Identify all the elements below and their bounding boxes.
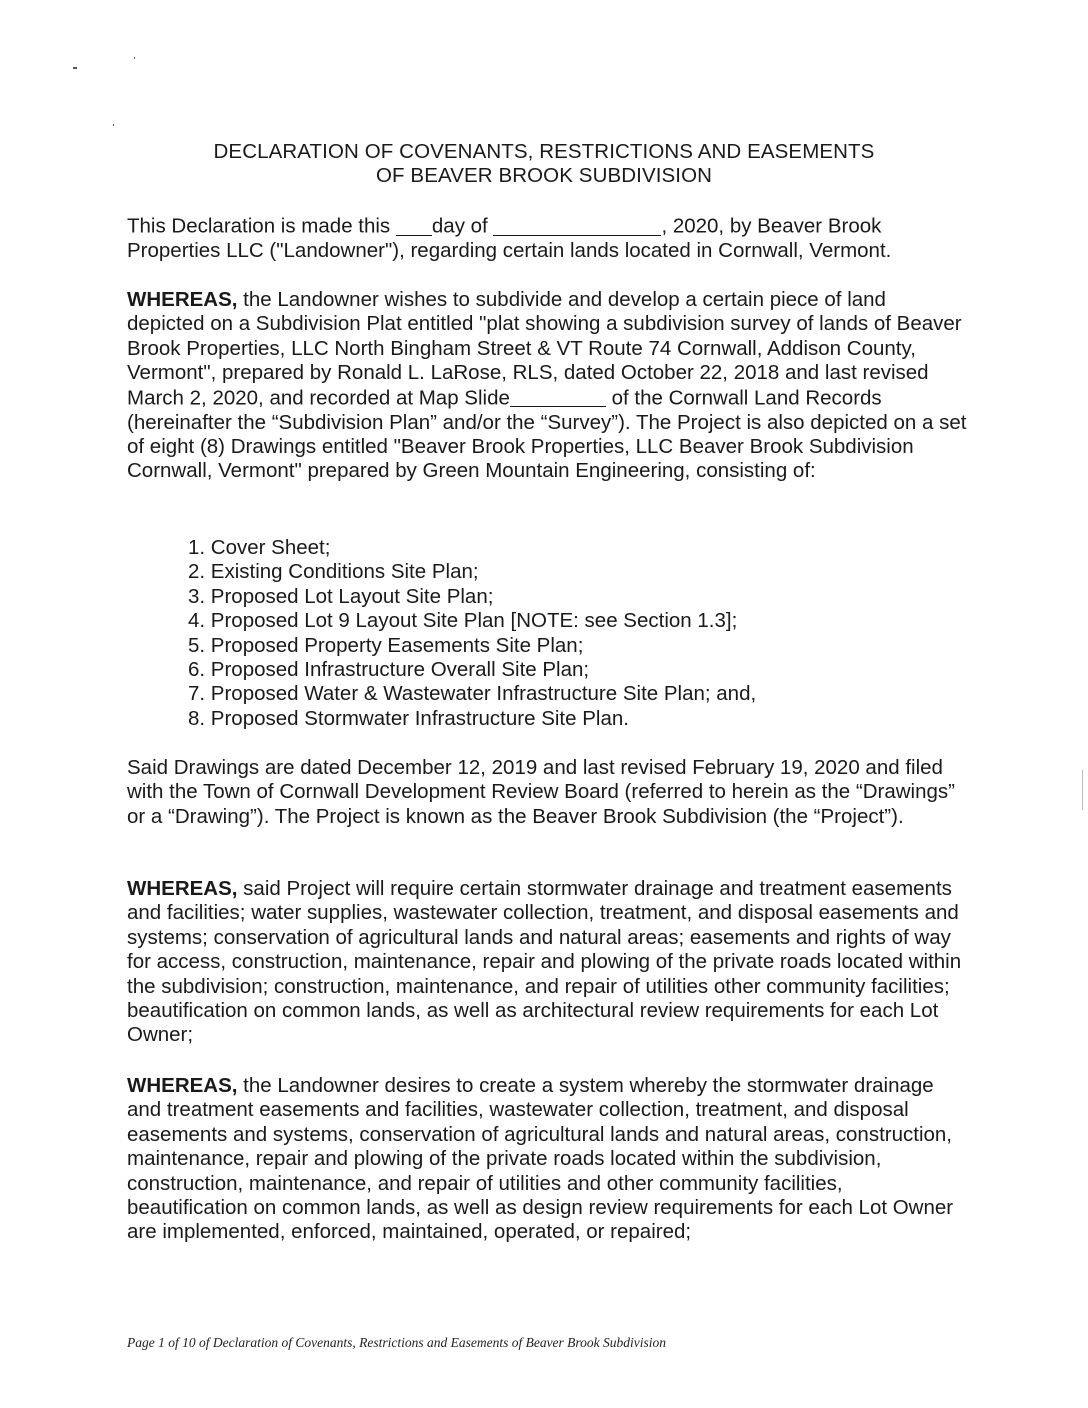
scan-speck (134, 57, 135, 59)
list-item: 4. Proposed Lot 9 Layout Site Plan [NOTE: see Section 1.3]; (188, 609, 738, 633)
title-line-1: DECLARATION OF COVENANTS, RESTRICTIONS AND EASEMENTS (213, 140, 875, 163)
drawings-list (188, 536, 756, 731)
page-footer: Page 1 of 10 of Declaration of Covenants, Restrictions and Easements of Beaver Brook Subdivision (127, 1335, 667, 1350)
whereas-paragraph-2 (127, 877, 967, 1048)
whereas-keyword: WHEREAS, (127, 288, 238, 311)
document-title (0, 140, 1088, 188)
intro-text-2: day of (431, 214, 494, 238)
whereas-paragraph-1 (127, 288, 967, 484)
map-slide-blank (510, 386, 606, 408)
whereas-2-text: said Project will require certain stormwater drainage and treatment easements and facilities; water supplies, wastewater collection, treatment, and disposal easements and systems; conservation of agricultural lands and natural areas; easements and rights of way for access, construction, maintenance, repair and plowing of the private roads located within the subdivision; construction, maintenance, and repair of utilities other community facilities; beautification on common lands, as well as architectural review requirements for each Lot Owner; (127, 877, 962, 1047)
drawings-note-paragraph (127, 756, 967, 829)
whereas-paragraph-3 (127, 1074, 967, 1245)
list-item: 3. Proposed Lot Layout Site Plan; (188, 584, 494, 608)
intro-text-1: This Declaration is made this (127, 214, 396, 238)
drawings-note-text: Said Drawings are dated December 12, 2019 and last revised February 19, 2020 and filed with the Town of Cornwall Development Review Board (referred to herein as the “Drawings” or a “Drawing”). The Project is known as the Beaver Brook Subdivision (the “Project”). (127, 756, 955, 828)
list-item: 6. Proposed Infrastructure Overall Site Plan; (188, 658, 590, 682)
scan-speck (1082, 770, 1083, 810)
list-item: 2. Existing Conditions Site Plan; (188, 560, 479, 584)
whereas-keyword: WHEREAS, (127, 1074, 238, 1097)
whereas-1-text-b: of the Cornwall Land Records (hereinafter the “Subdivision Plan” and/or the “Survey”). The Project is also depicted on a set of eight (8) Drawings entitled "Beaver Brook Properties, LLC Beaver Brook Subdivision Cornwall, Vermont" prepared by Green Mountain Engineering, consisting of: (127, 386, 967, 483)
title-line-2: OF BEAVER BROOK SUBDIVISION (375, 164, 713, 187)
intro-text-3: , 2020, by Beaver Brook Properties LLC ("Landowner"), regarding certain lands located in Cornwall, Vermont. (127, 214, 892, 262)
whereas-keyword: WHEREAS, (127, 877, 238, 900)
list-item: 7. Proposed Water & Wastewater Infrastructure Site Plan; and, (188, 682, 757, 706)
list-item: 5. Proposed Property Easements Site Plan; (188, 633, 584, 657)
whereas-1-text-a: the Landowner wishes to subdivide and develop a certain piece of land depicted on a Subdivision Plat entitled "plat showing a subdivision survey of lands of Beaver Brook Properties, LLC North Bingham Street & VT Route 74 Cornwall, Addison County, Vermont", prepared by Ronald L. LaRose, RLS, dated October 22, 2018 and last revised March 2, 2020, and recorded at Map Slide (127, 288, 962, 410)
list-item: 1. Cover Sheet; (188, 536, 331, 559)
scan-speck (73, 67, 77, 69)
intro-paragraph (127, 214, 967, 263)
list-item: 8. Proposed Stormwater Infrastructure Site Plan. (188, 706, 629, 730)
scan-speck (113, 124, 114, 126)
month-blank (493, 214, 661, 236)
day-blank (396, 214, 432, 236)
whereas-3-text: the Landowner desires to create a system whereby the stormwater drainage and treatment easements and facilities, wastewater collection, treatment, and disposal easements and systems, conservation of agricultural lands and natural areas, construction, maintenance, repair and plowing of the private roads located within the subdivision, construction, maintenance, and repair of utilities and other community facilities, beautification on common lands, as well as design review requirements for each Lot Owner are implemented, enforced, maintained, operated, or repaired; (127, 1074, 954, 1244)
